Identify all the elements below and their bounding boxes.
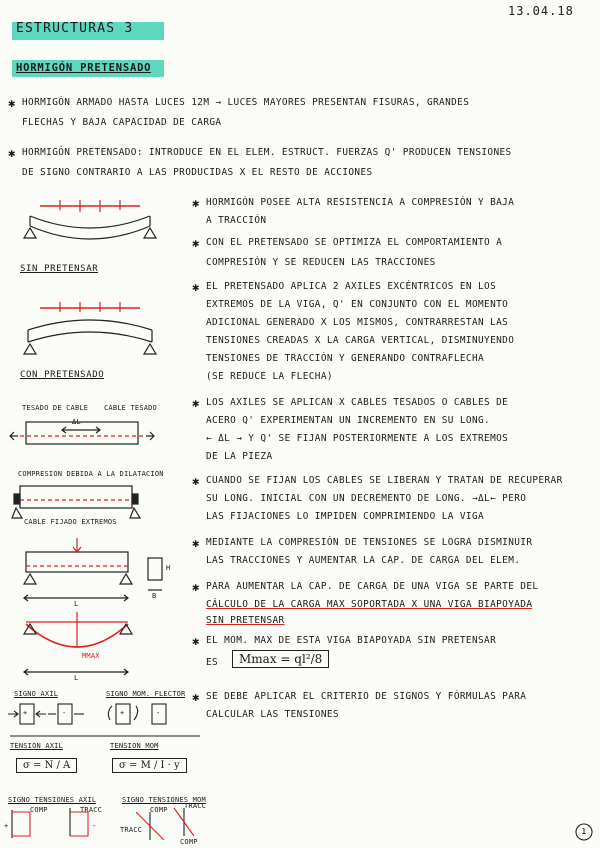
bullet-line: DE LA PIEZA: [206, 451, 273, 462]
fig-label: COMPRESIÓN DEBIDA A LA DILATACIÓN: [18, 470, 164, 478]
bullet-line: CALCULAR LAS TENSIONES: [206, 709, 339, 720]
bullet-line: ACERO Q' EXPERIMENTAN UN INCREMENTO EN SU LONG.: [206, 415, 491, 426]
intro-line: DE SIGNO CONTRARIO A LAS PRODUCIDAS X EL RESTO DE ACCIONES: [22, 167, 373, 178]
sign-axil-diagram: [8, 704, 84, 724]
bullet-line: ← ΔL → Y Q' SE FIJAN POSTERIORMENTE A LOS EXTREMOS: [206, 433, 509, 444]
bullet-mark: ✱: [192, 196, 200, 210]
moment-diagram: [24, 612, 132, 675]
sign-label: TRACC: [184, 802, 207, 810]
date: 13.04.18: [508, 4, 574, 18]
bullet-line: CUANDO SE FIJAN LOS CABLES SE LIBERAN Y TRATAN DE RECUPERAR: [206, 475, 563, 486]
fig-label: CABLE FIJADO EXTREMOS: [24, 518, 117, 526]
sign-label: COMP: [180, 838, 198, 846]
fig-label: TESADO DE CABLE: [22, 404, 89, 412]
bullet-mark: ✱: [192, 236, 200, 250]
bullet-line: ADICIONAL GENERADO X LOS MISMOS, CONTRARRESTAN LAS: [206, 317, 509, 328]
fig-label: L: [74, 674, 79, 682]
sign-label: TENSIÓN MOM: [110, 742, 159, 750]
bullet-line: CON EL PRETENSADO SE OPTIMIZA EL COMPORTAMIENTO A: [206, 237, 503, 248]
bullet-line: LAS FIJACIONES LO IMPIDEN COMPRIMIENDO LA VIGA: [206, 511, 485, 522]
fig-label: B: [152, 592, 157, 600]
sign-plus: +: [120, 709, 125, 717]
intro-line: HORMIGÓN ARMADO HASTA LUCES 12M → LUCES MAYORES PRESENTAN FISURAS, GRANDES: [22, 97, 470, 108]
fig-caption: SIN PRETENSAR: [20, 264, 99, 274]
bullet-line: MEDIANTE LA COMPRESIÓN DE TENSIONES SE LOGRA DISMINUIR: [206, 537, 533, 548]
bullet-line: A TRACCIÓN: [206, 215, 267, 226]
bullet-mark: ✱: [192, 580, 200, 594]
sign-label: COMP: [150, 806, 168, 814]
sign-minus: -: [156, 709, 161, 717]
bullet-line: PARA AUMENTAR LA CAP. DE CARGA DE UNA VIGA SE PARTE DEL: [206, 581, 539, 592]
formula-mmax: Mmax = ql²/8: [232, 650, 329, 668]
intro-line: HORMIGÓN PRETENSADO: INTRODUCE EN EL ELEM. ESTRUCT. FUERZAS Q' PRODUCEN TENSIONES: [22, 147, 512, 158]
sign-minus: -: [92, 822, 97, 830]
bullet-mark: ✱: [8, 96, 16, 110]
bullet-mark: ✱: [192, 536, 200, 550]
fig-label: L: [74, 600, 79, 608]
bullet-line: CÁLCULO DE LA CARGA MAX SOPORTADA X UNA VIGA BIAPOYADA: [206, 599, 533, 610]
beam-comprimida: [12, 486, 140, 518]
sign-label: SIGNO TENSIONES MOM: [122, 796, 206, 804]
bullet-line: SU LONG. INICIAL CON UN DECREMENTO DE LONG. →ΔL← PERO: [206, 493, 527, 504]
bullet-mark: ✱: [8, 146, 16, 160]
bullet-line: EL MOM. MAX DE ESTA VIGA BIAPOYADA SIN PRETENSAR: [206, 635, 497, 646]
beam-sin-pretensar: [24, 200, 156, 239]
bullet-line: COMPRESIÓN Y SE REDUCEN LAS TRACCIONES: [206, 257, 436, 268]
bullet-mark: ✱: [192, 634, 200, 648]
formula-axil: σ = N / A: [16, 758, 77, 773]
page-number: 1: [581, 828, 587, 837]
section-subtitle: HORMIGÓN PRETENSADO: [16, 62, 152, 74]
fig-label: ΔL: [72, 418, 81, 426]
beam-tesado: [10, 422, 154, 444]
intro-line: FLECHAS Y BAJA CAPACIDAD DE CARGA: [22, 117, 222, 128]
bullet-line: EXTREMOS DE LA VIGA, Q' EN CONJUNTO CON EL MOMENTO: [206, 299, 509, 310]
sign-label: COMP: [30, 806, 48, 814]
sign-label: TENSIÓN AXIL: [10, 742, 63, 750]
sign-label: SIGNO AXIL: [14, 690, 59, 698]
fig-label: MMAX: [82, 652, 100, 660]
sign-label: TRACC: [80, 806, 103, 814]
beam-con-pretensado: [24, 302, 156, 354]
bullet-mark: ✱: [192, 396, 200, 410]
bullet-line: ES: [206, 657, 219, 668]
page-title: ESTRUCTURAS 3: [16, 22, 134, 36]
sign-label: TRACC: [120, 826, 143, 834]
bullet-mark: ✱: [192, 280, 200, 294]
sign-minus: -: [62, 709, 67, 717]
bullet-line: (SE REDUCE LA FLECHA): [206, 371, 333, 382]
bullet-mark: ✱: [192, 690, 200, 704]
bullet-line: SE DEBE APLICAR EL CRITERIO DE SIGNOS Y FÓRMULAS PARA: [206, 691, 527, 702]
bullet-line: LAS TRACCIONES Y AUMENTAR LA CAP. DE CARGA DEL ELEM.: [206, 555, 521, 566]
bullet-line: EL PRETENSADO APLICA 2 AXILES EXCÉNTRICOS EN LOS: [206, 281, 497, 292]
bullet-line: LOS AXILES SE APLICAN X CABLES TESADOS O CABLES DE: [206, 397, 509, 408]
fig-label: CABLE TESADO: [104, 404, 157, 412]
bullet-line: HORMIGÓN POSEE ALTA RESISTENCIA A COMPRESIÓN Y BAJA: [206, 197, 515, 208]
fig-caption: CON PRETENSADO: [20, 370, 105, 380]
sign-label: SIGNO MOM. FLECTOR: [106, 690, 186, 698]
sign-plus: +: [23, 709, 28, 717]
formula-mom: σ = M / I · y: [112, 758, 187, 773]
beam-cargada: [24, 538, 162, 601]
bullet-line: TENSIONES CREADAS X LA CARGA VERTICAL, DISMINUYENDO: [206, 335, 515, 346]
sign-plus: +: [4, 822, 9, 830]
fig-label: H: [166, 564, 171, 572]
bullet-line: TENSIONES DE TRACCIÓN Y GENERANDO CONTRAFLECHA: [206, 353, 485, 364]
bullet-mark: ✱: [192, 474, 200, 488]
bullet-line: SIN PRETENSAR: [206, 615, 285, 626]
sign-label: SIGNO TENSIONES AXIL: [8, 796, 97, 804]
sign-tensiones-axil: [12, 808, 88, 838]
